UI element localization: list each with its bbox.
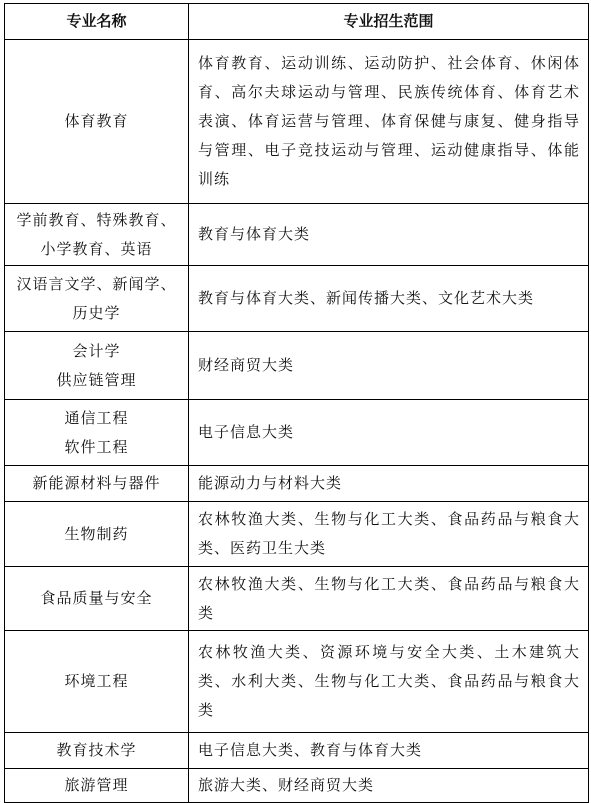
major-name: 体育教育 [64, 112, 129, 130]
enrollment-scope-table [4, 3, 589, 803]
enrollment-scope-cell: 体育教育、运动训练、运动防护、社会体育、休闲体育、高尔夫球运动与管理、民族传统体育、体育艺术表演、体育运营与管理、体育保健与康复、健身指导与管理、电子竞技运动与管理、运动健康指导、体能训练 [189, 40, 589, 204]
major-name: 环境工程 [64, 672, 129, 690]
major-name-cell [5, 769, 189, 803]
table-row [5, 466, 589, 502]
major-name: 生物制药 [64, 524, 129, 543]
major-name: 新能源材料与器件 [32, 474, 161, 492]
table-row [5, 769, 589, 803]
major-name: 食品质量与安全 [40, 589, 153, 607]
major-name-cell [5, 631, 189, 733]
enrollment-scope-cell: 电子信息大类 [189, 400, 589, 466]
major-name: 通信工程 [64, 408, 129, 427]
major-name-cell [5, 40, 189, 204]
major-name: 历史学 [72, 303, 121, 322]
major-name: 旅游管理 [64, 776, 129, 794]
major-name-cell [5, 204, 189, 266]
major-name: 软件工程 [64, 437, 129, 456]
table-row [5, 733, 589, 769]
table-row [5, 204, 589, 266]
header-enrollment-scope: 专业招生范围 [189, 4, 589, 40]
header-major-name: 专业名称 [5, 4, 189, 40]
table-row [5, 332, 589, 400]
enrollment-scope-cell: 能源动力与材料大类 [189, 466, 589, 502]
table-row [5, 631, 589, 733]
enrollment-scope-cell: 旅游大类、财经商贸大类 [189, 769, 589, 803]
major-name-cell [5, 733, 189, 769]
table-header-row [5, 4, 589, 40]
major-name: 学前教育、特殊教育、 [16, 210, 177, 229]
enrollment-scope-cell: 农林牧渔大类、生物与化工大类、食品药品与粮食大类、医药卫生大类 [189, 502, 589, 567]
enrollment-scope-cell: 农林牧渔大类、资源环境与安全大类、土木建筑大类、水利大类、生物与化工大类、食品药品与粮食大类 [189, 631, 589, 733]
enrollment-scope-cell: 教育与体育大类 [189, 204, 589, 266]
major-name: 供应链管理 [56, 370, 137, 389]
major-name-cell [5, 567, 189, 631]
enrollment-scope-cell: 电子信息大类、教育与体育大类 [189, 733, 589, 769]
table-row [5, 40, 589, 204]
major-name-cell [5, 332, 189, 400]
enrollment-scope-cell: 农林牧渔大类、生物与化工大类、食品药品与粮食大类 [189, 567, 589, 631]
enrollment-scope-cell: 教育与体育大类、新闻传播大类、文化艺术大类 [189, 266, 589, 332]
table-row [5, 266, 589, 332]
major-name-cell [5, 502, 189, 567]
major-name: 小学教育、英语 [40, 239, 153, 258]
enrollment-scope-cell: 财经商贸大类 [189, 332, 589, 400]
table-row [5, 400, 589, 466]
major-name-cell [5, 466, 189, 502]
major-name-cell [5, 266, 189, 332]
table-row [5, 502, 589, 567]
major-name: 汉语言文学、新闻学、 [16, 274, 177, 293]
major-name-cell [5, 400, 189, 466]
table-row [5, 567, 589, 631]
major-name: 会计学 [72, 341, 121, 360]
major-name: 教育技术学 [56, 741, 137, 759]
